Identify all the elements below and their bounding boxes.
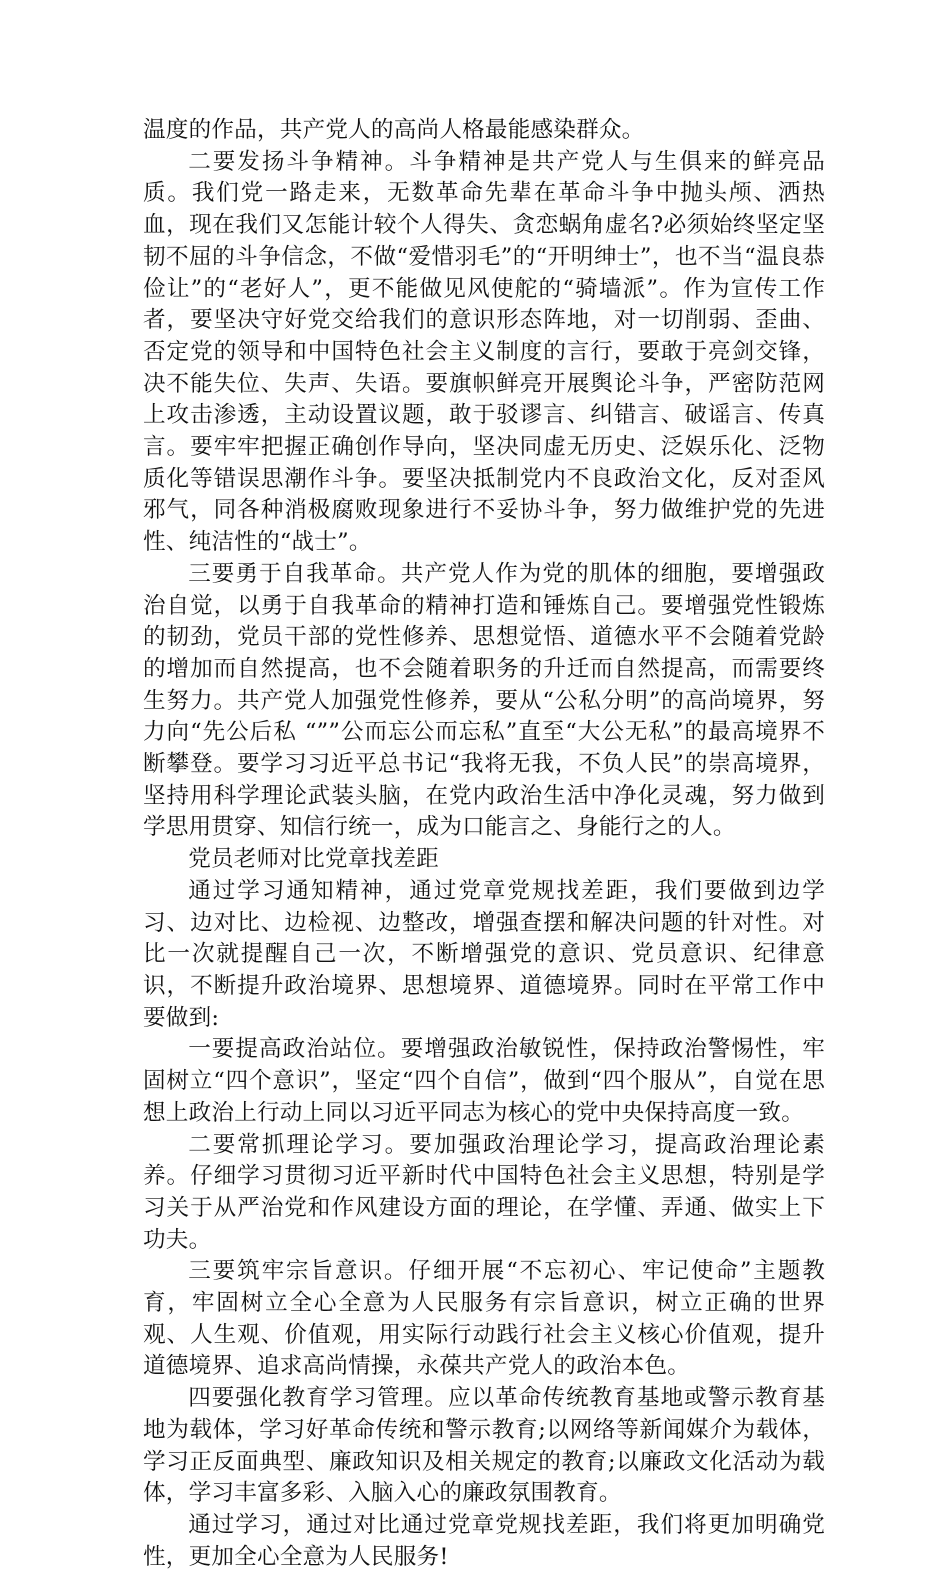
paragraph-conclusion: 通过学习，通过对比通过党章党规找差距，我们将更加明确党性，更加全心全意为人民服务! bbox=[143, 1511, 825, 1570]
paragraph-political-stance: 一要提高政治站位。要增强政治敏锐性，保持政治警惕性，牢固树立“四个意识”，坚定“四个自信”，做到“四个服从”，自觉在思想上政治上行动上同以习近平同志为核心的党中央保持高度一致。 bbox=[143, 1036, 826, 1126]
section-heading: 党员老师对比党章找差距 bbox=[188, 846, 439, 873]
paragraph-education-management: 四要强化教育学习管理。应以革命传统教育基地或警示教育基地为载体，学习好革命传统和警示教育;以网络等新闻媒介为载体，学习正反面典型、廉政知识及相关规定的教育;以廉政文化活动为载体，学习丰富多彩、入脑入心的廉政氛围教育。 bbox=[143, 1385, 825, 1507]
paragraph-theory-study: 二要常抓理论学习。要加强政治理论学习，提高政治理论素养。仔细学习贯彻习近平新时代中国特色社会主义思想，特别是学习关于从严治党和作风建设方面的理论，在学懂、弄通、做实上下功夫。 bbox=[143, 1131, 825, 1253]
paragraph-intro: 通过学习通知精神，通过党章党规找差距，我们要做到边学习、边对比、边检视、边整改，增强查摆和解决问题的针对性。对比一次就提醒自己一次，不断增强党的意识、党员意识、纪律意识，不断提升政治境界、思想境界、道德境界。同时在平常工作中要做到: bbox=[143, 877, 825, 1031]
paragraph-purpose-awareness: 三要筑牢宗旨意识。仔细开展“不忘初心、牢记使命”主题教育，牢固树立全心全意为人民服务有宗旨意识，树立正确的世界观、人生观、价值观，用实际行动践行社会主义核心价值观，提升道德境界、追求高尚情操，永葆共产党人的政治本色。 bbox=[143, 1258, 825, 1380]
paragraph-self-revolution: 三要勇于自我革命。共产党人作为党的肌体的细胞，要增强政治自觉，以勇于自我革命的精神打造和锤炼自己。要增强党性锻炼的韧劲，党员干部的党性修养、思想觉悟、道德水平不会随着党龄的增加而自然提高，也不会随着职务的升迁而自然提高，而需要终生努力。共产党人加强党性修养，要从“公私分明”的高尚境界，努力向“先公后私 “””公而忘公而忘私”直至“大公无私”的最高境界不断攀登。要学习习近平总书记“我将无我，不负人民”的崇高境界，坚持用科学理论武装头脑，在党内政治生活中净化灵魂，努力做到学思用贯穿、知信行统一，成为口能言之、身能行之的人。 bbox=[143, 560, 825, 841]
document-page bbox=[143, 115, 825, 1573]
paragraph-continuation: 温度的作品，共产党人的高尚人格最能感染群众。 bbox=[143, 117, 645, 143]
paragraph-struggle-spirit: 二要发扬斗争精神。斗争精神是共产党人与生俱来的鲜亮品质。我们党一路走来，无数革命先辈在革命斗争中抛头颅、洒热血，现在我们又怎能计较个人得失、贪恋蜗角虚名?必须始终坚定坚韧不屈的斗争信念，不做“爱惜羽毛”的“开明绅士”，也不当“温良恭俭让”的“老好人”，更不能做见风使舵的“骑墙派”。作为宣传工作者，要坚决守好党交给我们的意识形态阵地，对一切削弱、歪曲、否定党的领导和中国特色社会主义制度的言行，要敢于亮剑交锋，决不能失位、失声、失语。要旗帜鲜亮开展舆论斗争，严密防范网上攻击渗透，主动设置议题，敢于驳谬言、纠错言、破谣言、传真言。要牢牢把握正确创作导向，坚决同虚无历史、泛娱乐化、泛物质化等错误思潮作斗争。要坚决抵制党内不良政治文化，反对歪风邪气，同各种消极腐败现象进行不妥协斗争，努力做维护党的先进性、纯洁性的“战士”。 bbox=[143, 148, 825, 556]
